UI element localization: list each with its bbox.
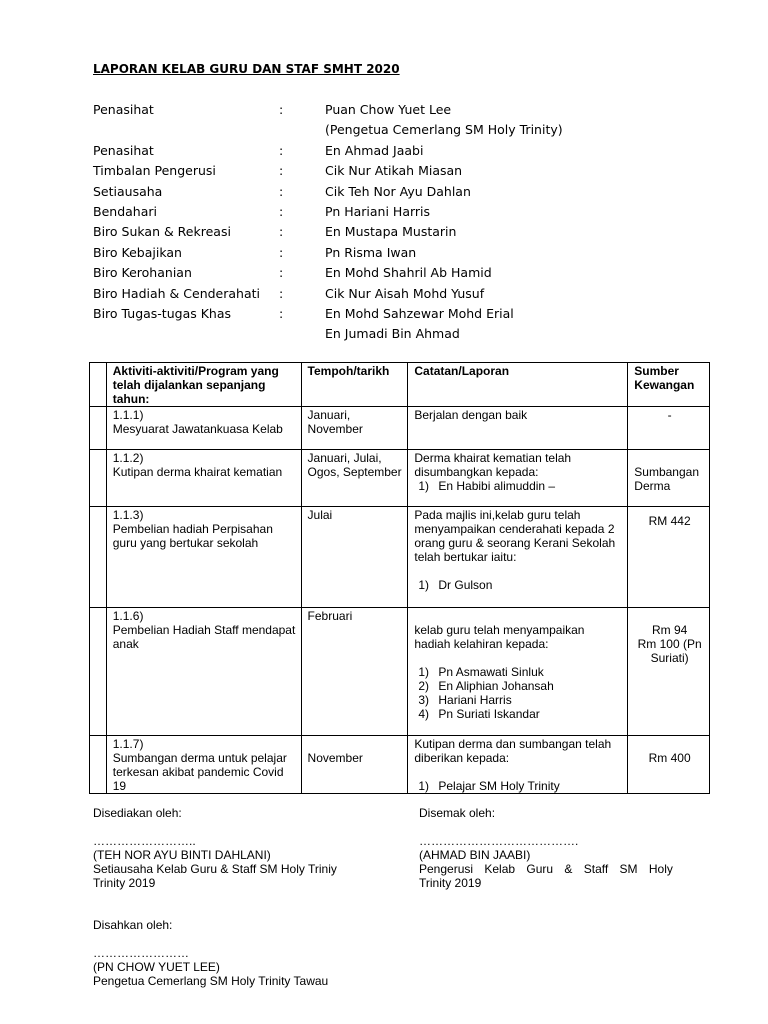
notes-text: Berjalan dengan baik [414, 408, 528, 422]
period-cell: Januari, November [301, 407, 408, 450]
officer-row [93, 182, 693, 202]
index-header-cell [90, 363, 107, 407]
list-item: 1) Dr Gulson [418, 578, 493, 592]
officer-colon: : [279, 203, 284, 219]
table-row [90, 736, 710, 794]
activity-code: 1.1.1) [112, 408, 144, 422]
officer-name: Pn Hariani Harris [325, 203, 431, 219]
period-cell: Januari, Julai, Ogos, September [301, 450, 408, 507]
funding-text: Rm 94 [651, 623, 688, 637]
notes-cell [408, 736, 628, 794]
officer-role: Biro Kebajikan [93, 244, 182, 260]
table-header-row [90, 363, 710, 407]
list-item: 3) Hariani Harris [418, 693, 512, 707]
officer-role: Biro Tugas-tugas Khas [93, 305, 232, 321]
officer-name: En Mohd Sahzewar Mohd Erial [325, 305, 514, 321]
signature-line: …………………….. [93, 834, 196, 848]
notes-text: Kutipan derma dan sumbangan telah diberikan kepada: [414, 737, 612, 765]
table-row [90, 608, 710, 736]
notes-cell [408, 450, 628, 507]
prepared-title: Setiausaha Kelab Guru & Staff SM Holy Triniy [93, 862, 337, 876]
funding-cell: - [628, 407, 710, 450]
officer-colon: : [279, 142, 284, 158]
officer-role: Penasihat [93, 142, 154, 158]
officer-name: En Ahmad Jaabi [325, 142, 424, 158]
officer-colon: : [279, 244, 284, 260]
officer-row [93, 243, 693, 263]
recipient-name: Dr Gulson [438, 578, 493, 592]
checked-name: (AHMAD BIN JAABI) [419, 848, 531, 862]
checked-label: Disemak oleh: [419, 806, 496, 820]
officer-role: Bendahari [93, 203, 157, 219]
index-cell [90, 608, 107, 736]
funding-text: Sumbangan Derma [634, 464, 699, 493]
officer-colon: : [279, 183, 284, 199]
index-cell [90, 736, 107, 794]
activity-cell [106, 507, 301, 608]
checked-title: Pengerusi Kelab Guru & Staff SM Holy [419, 862, 673, 876]
checked-by-block [419, 806, 675, 890]
recipient-name: Pelajar SM Holy Trinity [438, 779, 560, 793]
prepared-by-block [93, 806, 363, 890]
officer-role: Biro Sukan & Rekreasi [93, 224, 231, 240]
activity-text: Sumbangan derma untuk pelajar terkesan akibat pandemic Covid 19 [112, 751, 287, 793]
officer-row [93, 222, 693, 242]
activity-cell [106, 407, 301, 450]
officer-list [93, 100, 693, 345]
funding-cell [628, 507, 710, 608]
officer-row [93, 161, 693, 181]
activity-code: 1.1.2) [112, 451, 144, 465]
officer-colon: : [279, 305, 284, 321]
signature-line: …………………………………. [419, 834, 579, 848]
officer-role: Setiausaha [93, 183, 163, 199]
activity-code: 1.1.7) [112, 737, 144, 751]
activity-cell [106, 736, 301, 794]
approved-name: (PN CHOW YUET LEE) [93, 960, 220, 974]
officer-row [93, 141, 693, 161]
table-row [90, 450, 710, 507]
notes-text: Derma khairat kematian telah disumbangkan kepada: [414, 451, 572, 479]
period-cell [301, 736, 408, 794]
officer-row [93, 263, 693, 283]
funding-cell [628, 736, 710, 794]
notes-text: Pada majlis ini,kelab guru telah menyampaikan cenderahati kepada 2 orang guru & seorang Kerani Sekolah telah bertukar iaitu: [414, 508, 616, 564]
activity-text: Mesyuarat Jawatankuasa Kelab [112, 422, 283, 436]
recipient-name: En Aliphian Johansah [438, 679, 554, 693]
activity-code: 1.1.6) [112, 609, 144, 623]
list-item: 1) En Habibi alimuddin – [418, 479, 556, 493]
recipient-name: Hariani Harris [438, 693, 512, 707]
index-cell [90, 507, 107, 608]
activity-text: Pembelian Hadiah Staff mendapat anak [112, 623, 296, 651]
report-title: LAPORAN KELAB GURU DAN STAF SMHT 2020 [93, 62, 400, 76]
recipient-list [414, 479, 623, 493]
recipient-list [414, 665, 623, 721]
officer-row [93, 120, 693, 140]
approved-title: Pengetua Cemerlang SM Holy Trinity Tawau [93, 974, 329, 988]
officer-row [93, 324, 693, 344]
officer-name: En Mohd Shahril Ab Hamid [325, 265, 492, 281]
period-cell: Julai [301, 507, 408, 608]
list-item: 1) Pn Asmawati Sinluk [418, 665, 544, 679]
recipient-list [414, 779, 623, 793]
officer-row [93, 100, 693, 120]
list-item: 1) Pelajar SM Holy Trinity [418, 779, 560, 793]
recipient-name: Pn Suriati Iskandar [438, 707, 540, 721]
notes-cell [408, 407, 628, 450]
funding-cell [628, 608, 710, 736]
recipient-name: Pn Asmawati Sinluk [438, 665, 544, 679]
index-cell [90, 407, 107, 450]
officer-name: Puan Chow Yuet Lee [325, 102, 452, 117]
funding-header: Sumber Kewangan [628, 363, 710, 407]
officer-role: Penasihat [93, 102, 154, 117]
funding-text: Rm 400 [648, 751, 691, 765]
checked-title-2: Trinity 2019 [419, 876, 482, 890]
officer-role: Biro Hadiah & Cenderahati [93, 285, 260, 301]
officer-colon: : [279, 224, 284, 240]
officer-name: Cik Nur Aisah Mohd Yusuf [325, 285, 485, 301]
activity-cell [106, 608, 301, 736]
funding-text: RM 442 [648, 514, 691, 528]
period-cell: Februari [301, 608, 408, 736]
funding-cell [628, 450, 710, 507]
recipient-list [414, 578, 623, 592]
activity-cell [106, 450, 301, 507]
officer-name: (Pengetua Cemerlang SM Holy Trinity) [325, 122, 563, 138]
approved-label: Disahkan oleh: [93, 918, 173, 932]
officer-row [93, 304, 693, 324]
prepared-title-2: Trinity 2019 [93, 876, 156, 890]
notes-header: Catatan/Laporan [408, 363, 628, 407]
index-cell [90, 450, 107, 507]
approved-by-block [93, 918, 393, 988]
officer-name: En Mustapa Mustarin [325, 224, 457, 240]
officer-row [93, 284, 693, 304]
table-row [90, 507, 710, 608]
list-item: 2) En Aliphian Johansah [418, 679, 554, 693]
prepared-label: Disediakan oleh: [93, 806, 182, 820]
officer-colon: : [279, 102, 284, 117]
notes-cell [408, 507, 628, 608]
period-header: Tempoh/tarikh [301, 363, 408, 407]
officer-role: Biro Kerohanian [93, 265, 192, 281]
activity-table [89, 362, 710, 794]
notes-cell [408, 608, 628, 736]
officer-name: Cik Teh Nor Ayu Dahlan [325, 183, 471, 199]
officer-name: Cik Nur Atikah Miasan [325, 163, 463, 179]
officer-row [93, 202, 693, 222]
activity-code: 1.1.3) [112, 508, 144, 522]
activity-header: Aktiviti-aktiviti/Program yang telah dijalankan sepanjang tahun: [106, 363, 301, 407]
notes-text: kelab guru telah menyampaikan hadiah kelahiran kepada: [414, 623, 585, 651]
officer-role: Timbalan Pengerusi [93, 163, 216, 179]
table-row [90, 407, 710, 450]
signature-line: …………………… [93, 946, 189, 960]
officer-colon: : [279, 163, 284, 179]
officer-name: Pn Risma Iwan [325, 244, 417, 260]
list-item: 4) Pn Suriati Iskandar [418, 707, 540, 721]
funding-text-2: Rm 100 (Pn Suriati) [637, 637, 702, 665]
activity-text: Pembelian hadiah Perpisahan guru yang bertukar sekolah [112, 522, 273, 550]
activity-text: Kutipan derma khairat kematian [112, 465, 283, 479]
officer-colon: : [279, 285, 284, 301]
prepared-name: (TEH NOR AYU BINTI DAHLANI) [93, 848, 271, 862]
officer-name: En Jumadi Bin Ahmad [325, 326, 460, 342]
period-text: November [307, 751, 363, 765]
officer-colon: : [279, 265, 284, 281]
recipient-name: En Habibi alimuddin – [438, 479, 556, 493]
